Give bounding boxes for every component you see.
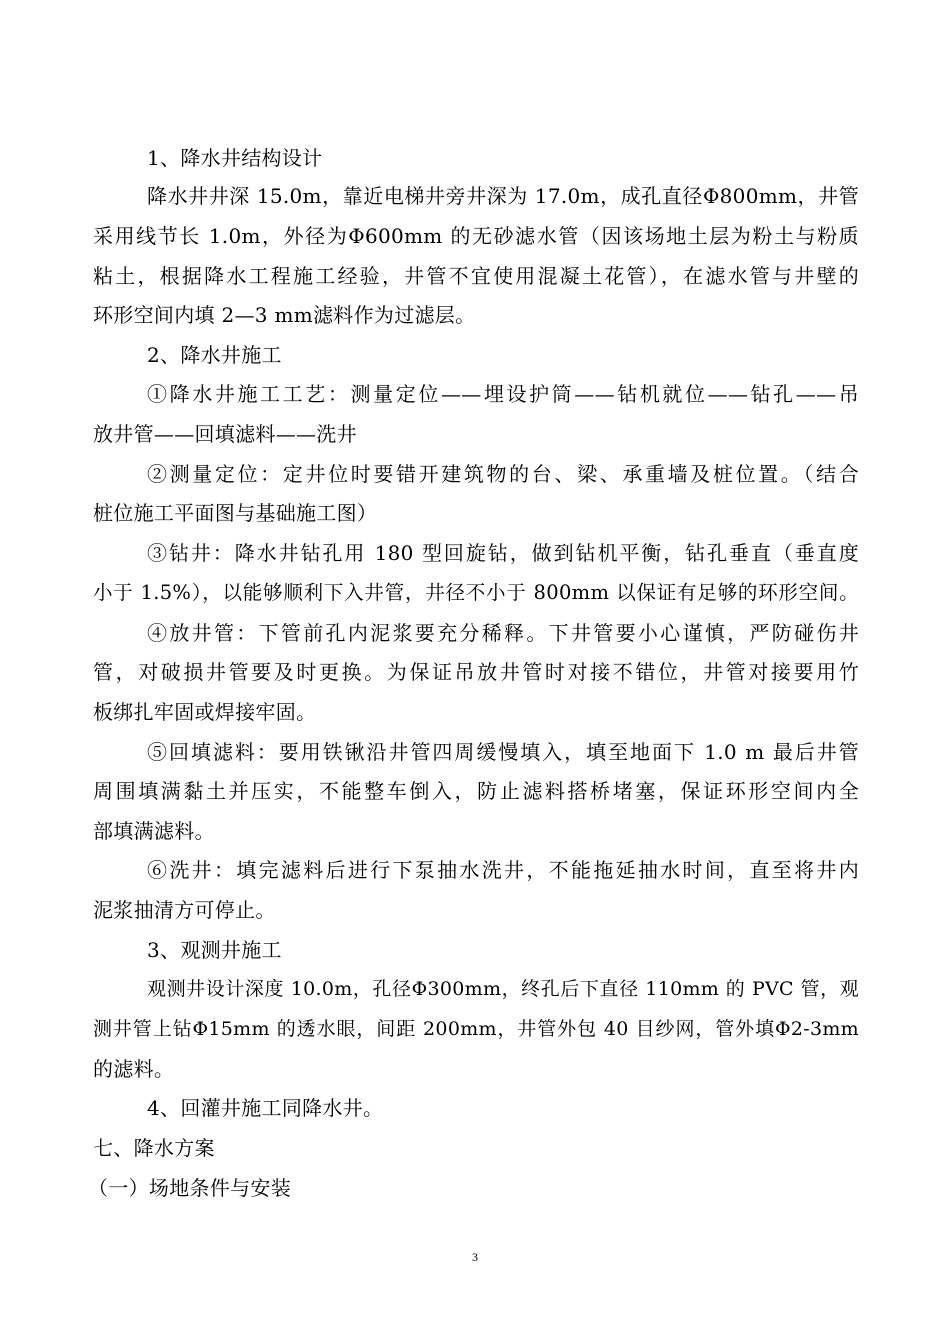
paragraph-line: 板绑扎牢固或焊接牢固。 xyxy=(93,700,317,724)
page-number: 3 xyxy=(472,1250,478,1264)
heading-well-structure-design: 1、降水井结构设计 xyxy=(147,146,323,170)
heading-observation-well: 3、观测井施工 xyxy=(147,938,282,962)
paragraph-line: ①降水井施工工艺：测量定位——埋设护筒——钻机就位——钻孔——吊 xyxy=(147,382,859,406)
paragraph-line: ⑥洗井：填完滤料后进行下泵抽水洗井，不能拖延抽水时间，直至将井内 xyxy=(147,858,859,882)
paragraph-line: ⑤回填滤料：要用铁锹沿井管四周缓慢填入，填至地面下 1.0 m 最后井管 xyxy=(147,740,859,764)
paragraph-line: 泥浆抽清方可停止。 xyxy=(93,898,276,922)
paragraph-line: 环形空间内填 2—3 mm滤料作为过滤层。 xyxy=(93,303,476,327)
paragraph-line: ②测量定位：定井位时要错开建筑物的台、梁、承重墙及桩位置。（结合 xyxy=(147,462,859,486)
paragraph-line: 测井管上钻Φ15mm 的透水眼，间距 200mm，井管外包 40 目纱网，管外填Φ2-3mm xyxy=(93,1018,859,1040)
section-heading-dewatering-plan: 七、降水方案 xyxy=(93,1136,215,1160)
paragraph-line: 采用线节长 1.0m，外径为Φ600mm 的无砂滤水管（因该场地土层为粉土与粉质 xyxy=(93,224,859,248)
paragraph-line: 桩位施工平面图与基础施工图） xyxy=(93,501,378,525)
paragraph-line: 管，对破损井管要及时更换。为保证吊放井管时对接不错位，井管对接要用竹 xyxy=(93,660,859,684)
paragraph-line: ④放井管：下管前孔内泥浆要充分稀释。下井管要小心谨慎，严防碰伤井 xyxy=(147,621,859,645)
paragraph-line: 周围填满黏土并压实，不能整车倒入，防止滤料搭桥堵塞，保证环形空间内全 xyxy=(93,779,859,803)
paragraph-line: 粘土，根据降水工程施工经验，井管不宜使用混凝土花管），在滤水管与井壁的 xyxy=(93,264,859,288)
subsection-heading-site-conditions: （一）场地条件与安装 xyxy=(88,1176,291,1200)
paragraph-line: 观测井设计深度 10.0m，孔径Φ300mm，终孔后下直径 110mm 的 PVC 管，观 xyxy=(147,978,859,1000)
paragraph-line: 降水井井深 15.0m，靠近电梯井旁井深为 17.0m，成孔直径Φ800mm，井管 xyxy=(147,184,859,208)
heading-well-construction: 2、降水井施工 xyxy=(147,343,282,367)
paragraph-line: 放井管——回填滤料——洗井 xyxy=(93,422,357,446)
paragraph-line: 的滤料。 xyxy=(93,1057,175,1081)
paragraph-line: ③钻井：降水井钻孔用 180 型回旋钻，做到钻机平衡，钻孔垂直（垂直度 xyxy=(147,541,859,565)
paragraph-line: 小于 1.5%），以能够顺利下入井管，井径不小于 800mm 以保证有足够的环形空间。 xyxy=(93,581,859,604)
heading-recharge-well: 4、回灌井施工同降水井。 xyxy=(147,1096,384,1120)
paragraph-line: 部填满滤料。 xyxy=(93,819,215,843)
